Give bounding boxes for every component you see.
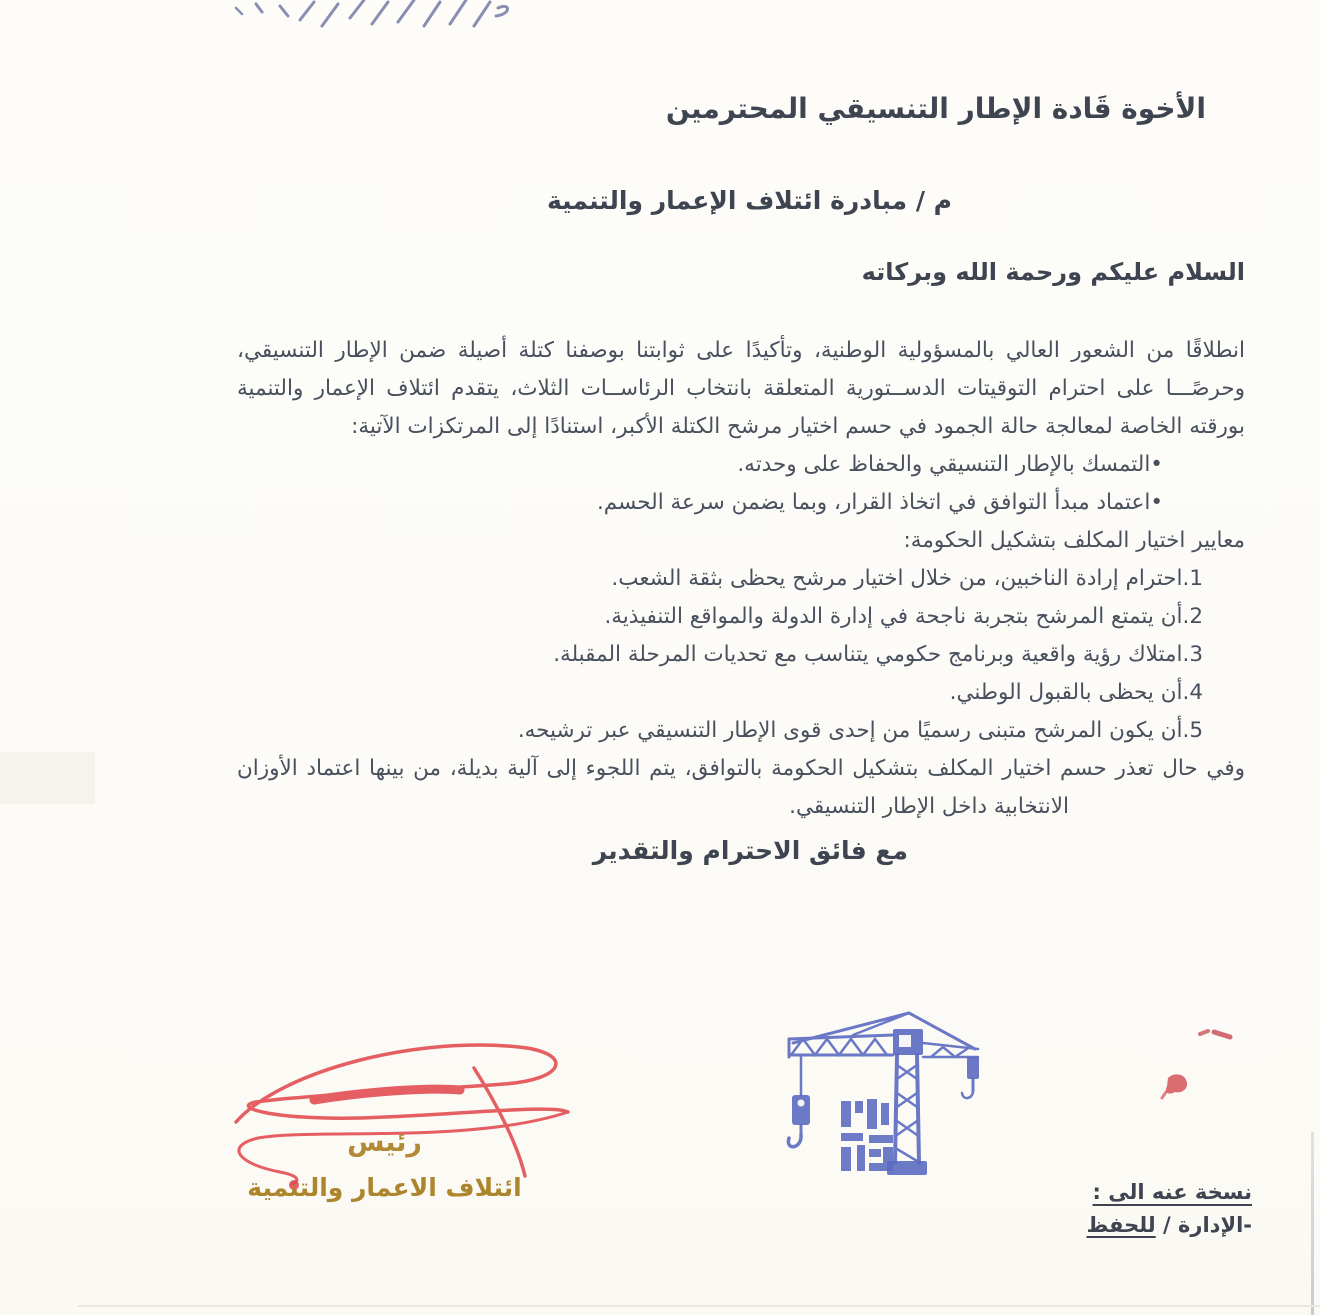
criteria-item-5: 5.أن يكون المرشح متبنى رسميًا من إحدى قوى الإطار التنسيقي عبر ترشيحه. [517,718,1203,743]
body-line-2: وحرصًـــا على احترام التوقيتات الدســتورية المتعلقة بانتخاب الرئاســات الثلاث، يتقدم ائتلاف الإعمار والتنمية [237,376,1245,401]
copy-to-item [1086,1209,1252,1242]
body-line-1: انطلاقًا من الشعور العالي بالمسؤولية الوطنية، وتأكيدًا على ثوابتنا بوصفنا كتلة أصيلة ضمن الإطار التنسيقي، [237,338,1245,363]
copy-to-label: نسخة عنه الى : [1092,1180,1252,1204]
signer-title: رئيس [347,1127,422,1158]
letter-body [237,332,1245,826]
letter-title: الأخوة قَادة الإطار التنسيقي المحترمين [665,92,1206,125]
body-line-3: بورقته الخاصة لمعالجة حالة الجمود في حسم اختيار مرشح الكتلة الأكبر، استنادًا إلى المرتكزات الآتية: [351,414,1245,439]
copy-to-item-target: للحفظ [1086,1213,1156,1237]
criteria-item-1: 1.احترام إرادة الناخبين، من خلال اختيار مرشح يحظى بثقة الشعب. [611,566,1203,591]
scan-shadow-patch [0,752,95,804]
closing-line: مع فائق الاحترام والتقدير [592,836,908,865]
copy-to-block [1086,1176,1252,1242]
fallback-line-2: الانتخابية داخل الإطار التنسيقي. [789,794,1069,819]
criteria-item-3: 3.امتلاك رؤية واقعية وبرنامج حكومي يتناسب مع تحديات المرحلة المقبلة. [553,642,1203,667]
signer-block [232,1120,537,1210]
bullet-item-1: •التمسك بالإطار التنسيقي والحفاظ على وحدته. [737,452,1163,477]
fallback-line-1: وفي حال تعذر حسم اختيار المكلف بتشكيل الحكومة بالتوافق، يتم اللجوء إلى آلية بديلة، من بينها اعتماد الأوزان [237,756,1245,781]
crane-stamp-icon [775,1003,995,1181]
salutation-line: السلام عليكم ورحمة الله وبركاته [861,258,1245,286]
subject-line: م / مبادرة ائتلاف الإعمار والتنمية [546,186,952,215]
scan-bottom-edge-line [78,1305,1320,1307]
red-ink-mark [1198,1026,1234,1042]
red-ink-blob [1160,1068,1194,1102]
signer-organization: ائتلاف الاعمار والتنمية [247,1173,522,1202]
copy-to-item-prefix: -الإدارة / [1155,1213,1252,1237]
handwritten-date-mark [222,0,514,30]
scan-right-edge-line [1311,1132,1314,1315]
criteria-item-4: 4.أن يحظى بالقبول الوطني. [949,680,1203,705]
bullet-item-2: •اعتماد مبدأ التوافق في اتخاذ القرار، وبما يضمن سرعة الحسم. [596,490,1163,515]
kufic-calligraphy-block [841,1099,893,1171]
criteria-heading: معايير اختيار المكلف بتشكيل الحكومة: [903,528,1245,553]
criteria-item-2: 2.أن يتمتع المرشح بتجربة ناجحة في إدارة الدولة والمواقع التنفيذية. [604,604,1203,629]
